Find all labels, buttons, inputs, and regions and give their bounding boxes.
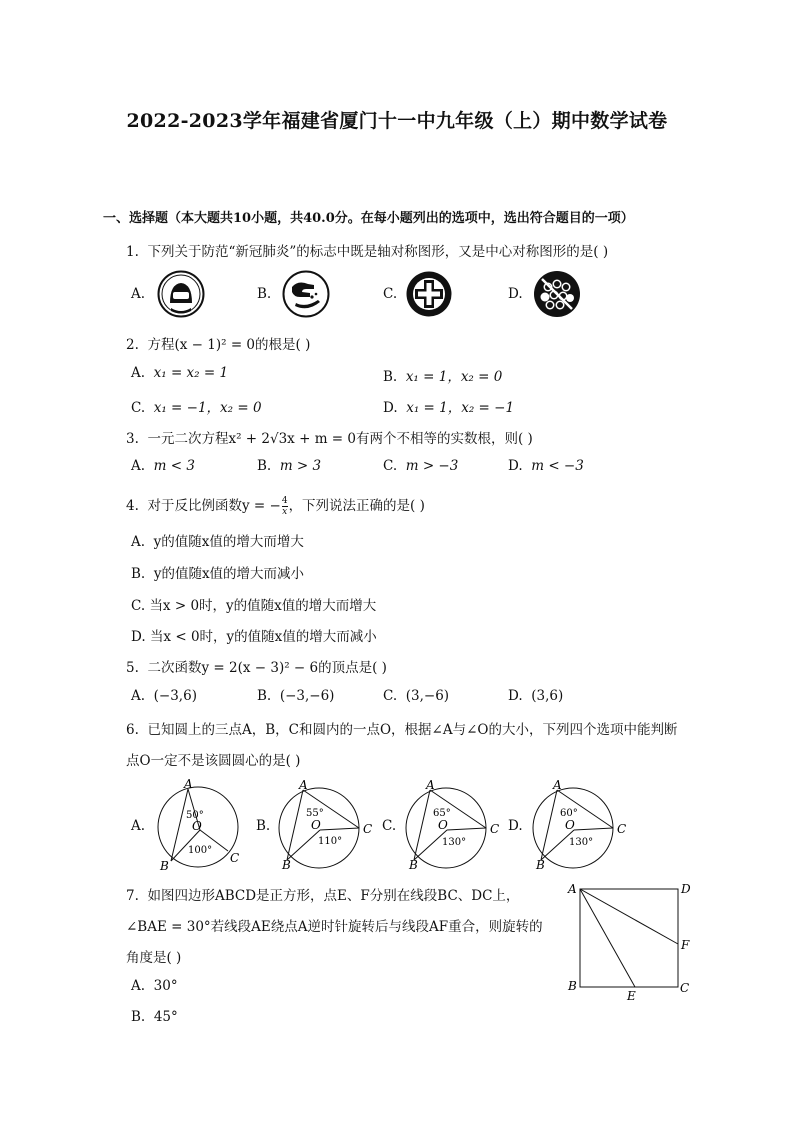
question-stem-line1: 已知圆上的三点A，B，C和圆内的一点O，根据∠A与∠O的大小，下列四个选项中能判断 [147,722,678,738]
question-7 [126,884,519,904]
question-number: 6. [126,722,139,738]
point-e-label: E [627,989,636,1003]
angle-o-label: 130° [569,837,594,848]
point-d-label: D [681,882,691,896]
q6-option-a-label: A. [131,818,146,834]
angle-o-label: 130° [442,837,467,848]
q6-figure-a [150,778,250,873]
q2-option-d: D. x₁ = 1，x₂ = −1 [383,400,515,416]
question-1 [126,240,608,260]
q5-option-a: A. (−3,6) [131,688,197,704]
q1-option-b-label: B. [257,286,272,302]
angle-o-label: 110° [318,836,343,847]
masked-face-icon [157,270,205,318]
q6-figure-b [273,778,383,873]
point-o-label: O [565,818,575,832]
point-b-label: B [536,858,545,872]
question-stem: 下列关于防范“新冠肺炎”的标志中既是轴对称图形，又是中心对称图形的是( ) [147,244,609,260]
question-number: 5. [126,660,139,676]
question-3 [126,427,533,447]
question-5 [126,656,387,676]
point-a-label: A [568,882,577,896]
q6-figure-c [400,778,510,873]
q6-option-b-label: B. [256,818,271,834]
q7-option-a: A. 30° [131,978,178,994]
angle-a-label: 55° [306,808,324,819]
point-b-label: B [568,979,577,993]
point-a-label: A [184,778,193,791]
angle-a-label: 60° [560,808,578,819]
q2-option-a: A. x₁ = x₂ = 1 [131,365,229,381]
question-number: 3. [126,431,139,447]
point-a-label: A [299,778,308,792]
question-stem-post: ，下列说法正确的是( ) [288,498,425,514]
q7-option-b: B. 45° [131,1009,178,1025]
point-f-label: F [681,938,690,952]
q6-option-c-label: C. [382,818,397,834]
q7-square-figure [562,878,698,1004]
point-b-label: B [409,858,418,872]
point-c-label: C [490,822,500,836]
point-c-label: C [230,851,240,865]
q2-option-c: C. x₁ = −1，x₂ = 0 [131,400,262,416]
q6-option-d-label: D. [508,818,523,834]
fraction: $\frac{4}{x}$ [281,496,288,517]
q4-option-a: A. y的值随x值的增大而增大 [131,534,304,550]
question-stem-pre: 对于反比例函数y = − [147,498,281,514]
q4-option-b: B. y的值随x值的增大而减小 [131,566,305,582]
point-a-label: A [553,778,562,792]
q6-figure-d [527,778,637,873]
angle-o-label: 100° [188,845,213,856]
angle-a-label: 50° [186,810,204,821]
q4-option-c: C. 当x > 0时，y的值随x值的增大而增大 [131,598,377,614]
question-6-line2: 点O一定不是该圆圆心的是( ) [126,753,301,769]
q4-option-d: D. 当x < 0时，y的值随x值的增大而减小 [131,629,377,645]
point-c-label: C [617,822,627,836]
q5-option-c: C. (3,−6) [383,688,450,704]
question-2 [126,333,310,353]
q2-option-b: B. x₁ = 1，x₂ = 0 [383,369,503,385]
q5-option-d: D. (3,6) [508,688,564,704]
point-o-label: O [192,819,202,833]
question-number: 7. [126,888,139,904]
q1-option-a-label: A. [131,286,146,302]
q3-option-d: D. m < −3 [508,458,584,474]
q3-option-c: C. m > −3 [383,458,459,474]
question-6 [126,718,678,738]
question-stem-line1: 如图四边形ABCD是正方形，点E、F分别在线段BC、DC上， [147,888,520,904]
point-c-label: C [363,822,373,836]
question-stem: 一元二次方程x² + 2√3x + m = 0有两个不相等的实数根，则( ) [147,431,533,447]
question-7-line2: ∠BAE = 30°若线段AE绕点A逆时针旋转后与线段AF重合，则旋转的 [126,919,543,935]
hand-washing-icon [282,270,330,318]
q5-option-b: B. (−3,−6) [257,688,335,704]
q3-option-a: A. m < 3 [131,458,195,474]
question-stem: 二次函数y = 2(x − 3)² − 6的顶点是( ) [147,660,387,676]
question-stem: 方程(x − 1)² = 0的根是( ) [147,337,311,353]
point-o-label: O [438,818,448,832]
question-7-line3: 角度是( ) [126,950,182,966]
no-gathering-icon [533,270,581,318]
point-b-label: B [282,858,291,872]
q3-option-b: B. m > 3 [257,458,322,474]
point-o-label: O [311,818,321,832]
point-a-label: A [426,778,435,792]
question-number: 1. [126,244,139,260]
question-number: 4. [126,498,139,514]
angle-a-label: 65° [433,808,451,819]
point-b-label: B [160,859,169,873]
question-number: 2. [126,337,139,353]
medical-cross-icon [405,270,453,318]
q1-option-d-label: D. [508,286,523,302]
section-header: 一、选择题（本大题共10小题，共40.0分。在每小题列出的选项中，选出符合题目的一项） [103,211,634,226]
question-4 [126,494,425,517]
point-c-label: C [680,981,690,995]
exam-title: 2022-2023学年福建省厦门十一中九年级（上）期中数学试卷 [126,110,668,132]
q1-option-c-label: C. [383,286,398,302]
